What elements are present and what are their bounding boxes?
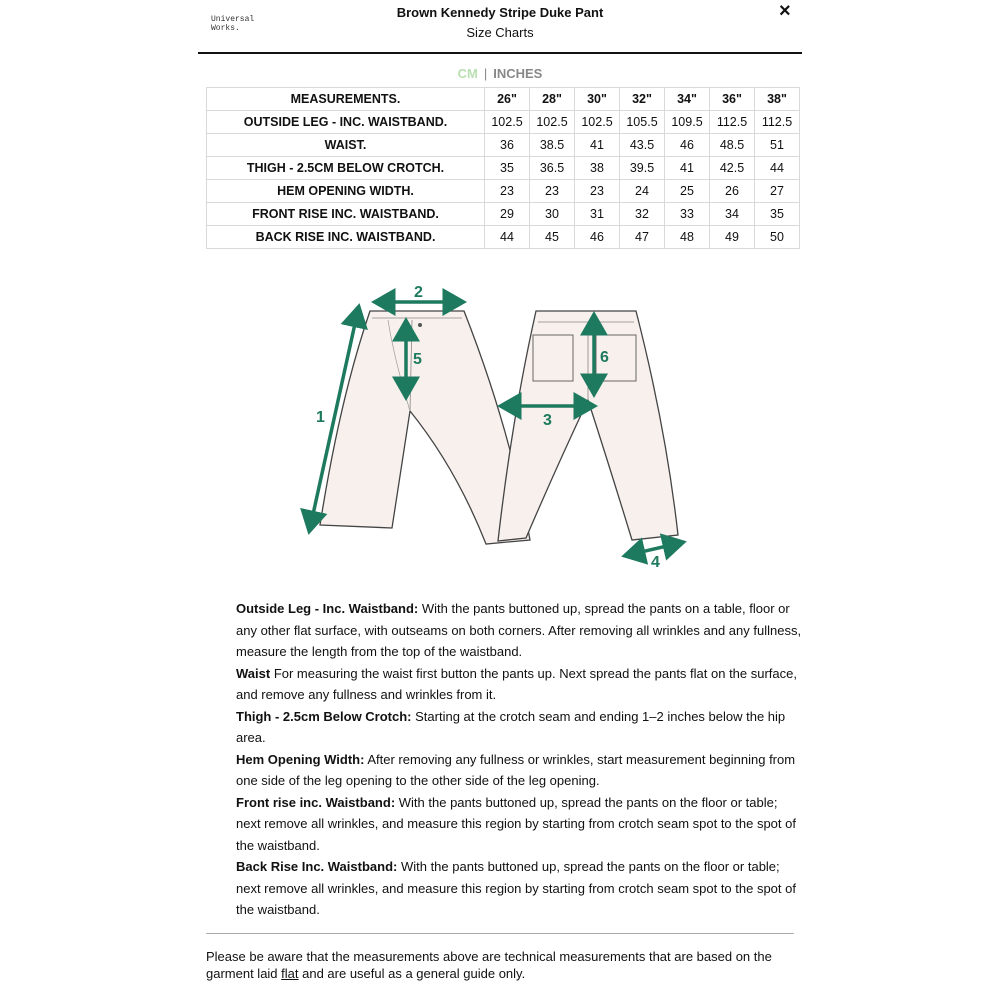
measurement-value: 46: [575, 226, 620, 249]
measurement-value: 35: [755, 203, 800, 226]
measurement-label: BACK RISE INC. WAISTBAND.: [207, 226, 485, 249]
measurement-label: FRONT RISE INC. WAISTBAND.: [207, 203, 485, 226]
measurement-value: 112.5: [755, 111, 800, 134]
logo-line-2: Works.: [211, 24, 240, 33]
description-term: Front rise inc. Waistband:: [236, 794, 396, 810]
diagram-label-6: 6: [600, 349, 609, 366]
description-text: With the pants buttoned up, spread the pants on a table, floor or any other flat surface, with outseams on both corners. After removing all wrinkles and any fullness, measure the length from the top of the waistband.: [236, 601, 802, 659]
measurement-value: 48: [665, 226, 710, 249]
measurement-value: 26: [710, 180, 755, 203]
divider: [206, 933, 794, 934]
unit-separator: |: [483, 66, 488, 81]
size-header: 30": [575, 88, 620, 111]
measurement-value: 36: [485, 134, 530, 157]
measurement-value: 32: [620, 203, 665, 226]
description-term: Back Rise Inc. Waistband:: [236, 859, 398, 874]
measurement-value: 39.5: [620, 157, 665, 180]
close-icon[interactable]: ×: [779, 0, 791, 22]
table-row: [207, 111, 800, 134]
product-title: Brown Kennedy Stripe Duke Pant: [396, 5, 604, 20]
description-item: [236, 749, 802, 792]
diagram-label-2: 2: [414, 284, 423, 301]
description-item: [236, 792, 802, 857]
measurement-value: 23: [485, 180, 530, 203]
measurement-value: 50: [755, 226, 800, 249]
measurement-value: 109.5: [665, 111, 710, 134]
description-item: [236, 663, 802, 706]
table-row: [207, 203, 800, 226]
note-link-flat[interactable]: flat: [281, 966, 299, 981]
measurement-descriptions: [236, 598, 802, 921]
measurement-label: HEM OPENING WIDTH.: [207, 180, 485, 203]
description-term: Hem Opening Width:: [236, 751, 365, 767]
measurement-value: 44: [755, 157, 800, 180]
measurement-value: 35: [485, 157, 530, 180]
pants-diagram: [298, 278, 698, 578]
description-term: Waist: [236, 665, 271, 681]
measurement-value: 36.5: [530, 157, 575, 180]
size-header: 38": [755, 88, 800, 111]
description-text: After removing any fullness or wrinkles, start measurement beginning from one side of the leg opening to the other side of the leg opening.: [236, 751, 796, 788]
size-header: 28": [530, 88, 575, 111]
back-pants-drawing: [498, 311, 678, 541]
measurement-value: 102.5: [575, 111, 620, 134]
measurement-value: 46: [665, 134, 710, 157]
diagram-label-3: 3: [543, 412, 552, 429]
measurement-label: WAIST.: [207, 134, 485, 157]
unit-cm-button[interactable]: CM: [457, 66, 478, 81]
measurement-value: 33: [665, 203, 710, 226]
size-header: 34": [665, 88, 710, 111]
measurement-value: 31: [575, 203, 620, 226]
description-text: Starting at the crotch seam and ending 1–2 inches below the hip area.: [236, 708, 786, 745]
measurement-value: 24: [620, 180, 665, 203]
description-text: With the pants buttoned up, spread the pants on the floor or table; next remove all wrinkles, and measure this region by starting from crotch seam spot to the spot of the waistband.: [236, 859, 796, 917]
note-text-before: Please be aware that the measurements above are technical measurements that are based on the garment laid: [206, 949, 772, 981]
measurement-value: 30: [530, 203, 575, 226]
disclaimer-note: [206, 948, 806, 982]
measurement-value: 112.5: [710, 111, 755, 134]
table-row: [207, 157, 800, 180]
size-table: [206, 87, 800, 249]
measurement-label: OUTSIDE LEG - INC. WAISTBAND.: [207, 111, 485, 134]
description-text: For measuring the waist first button the pants up. Next spread the pants flat on the surface, and remove any fullness and wrinkles from it.: [236, 665, 797, 702]
measurement-value: 105.5: [620, 111, 665, 134]
diagram-label-4: 4: [651, 554, 660, 571]
diagram-label-1: 1: [316, 409, 325, 426]
measurement-value: 48.5: [710, 134, 755, 157]
measurement-value: 41: [665, 157, 710, 180]
measurement-value: 38: [575, 157, 620, 180]
description-item: [236, 856, 802, 921]
modal-subtitle: Size Charts: [466, 25, 534, 40]
logo-line-1: Universal: [211, 15, 255, 24]
size-header: 26": [485, 88, 530, 111]
table-header-row: [207, 88, 800, 111]
size-header: 36": [710, 88, 755, 111]
description-item: [236, 706, 802, 749]
table-row: [207, 226, 800, 249]
table-row: [207, 180, 800, 203]
description-term: Outside Leg - Inc. Waistband:: [236, 601, 419, 616]
measurement-value: 38.5: [530, 134, 575, 157]
measurement-value: 51: [755, 134, 800, 157]
unit-inches-button[interactable]: INCHES: [493, 66, 543, 81]
measurement-value: 44: [485, 226, 530, 249]
measurement-label: THIGH - 2.5CM BELOW CROTCH.: [207, 157, 485, 180]
measurement-value: 102.5: [530, 111, 575, 134]
measurements-header: MEASUREMENTS.: [207, 88, 485, 111]
note-text-after: and are useful as a general guide only.: [298, 966, 526, 981]
modal-header: [198, 0, 802, 54]
measurement-value: 47: [620, 226, 665, 249]
measurement-value: 49: [710, 226, 755, 249]
size-header: 32": [620, 88, 665, 111]
measurement-value: 34: [710, 203, 755, 226]
diagram-label-5: 5: [413, 351, 422, 368]
measurement-value: 43.5: [620, 134, 665, 157]
measurement-value: 102.5: [485, 111, 530, 134]
measurement-value: 25: [665, 180, 710, 203]
unit-toggle: [0, 66, 1000, 81]
description-text: With the pants buttoned up, spread the pants on the floor or table; next remove all wrinkles, and measure this region by starting from crotch seam spot to the spot of the waistband.: [236, 794, 796, 853]
measurement-value: 23: [530, 180, 575, 203]
measurement-value: 41: [575, 134, 620, 157]
measurement-value: 29: [485, 203, 530, 226]
description-term: Thigh - 2.5cm Below Crotch:: [236, 708, 412, 724]
measurement-value: 45: [530, 226, 575, 249]
measurement-value: 23: [575, 180, 620, 203]
measurement-value: 42.5: [710, 157, 755, 180]
measurement-value: 27: [755, 180, 800, 203]
table-row: [207, 134, 800, 157]
description-item: [236, 598, 802, 663]
